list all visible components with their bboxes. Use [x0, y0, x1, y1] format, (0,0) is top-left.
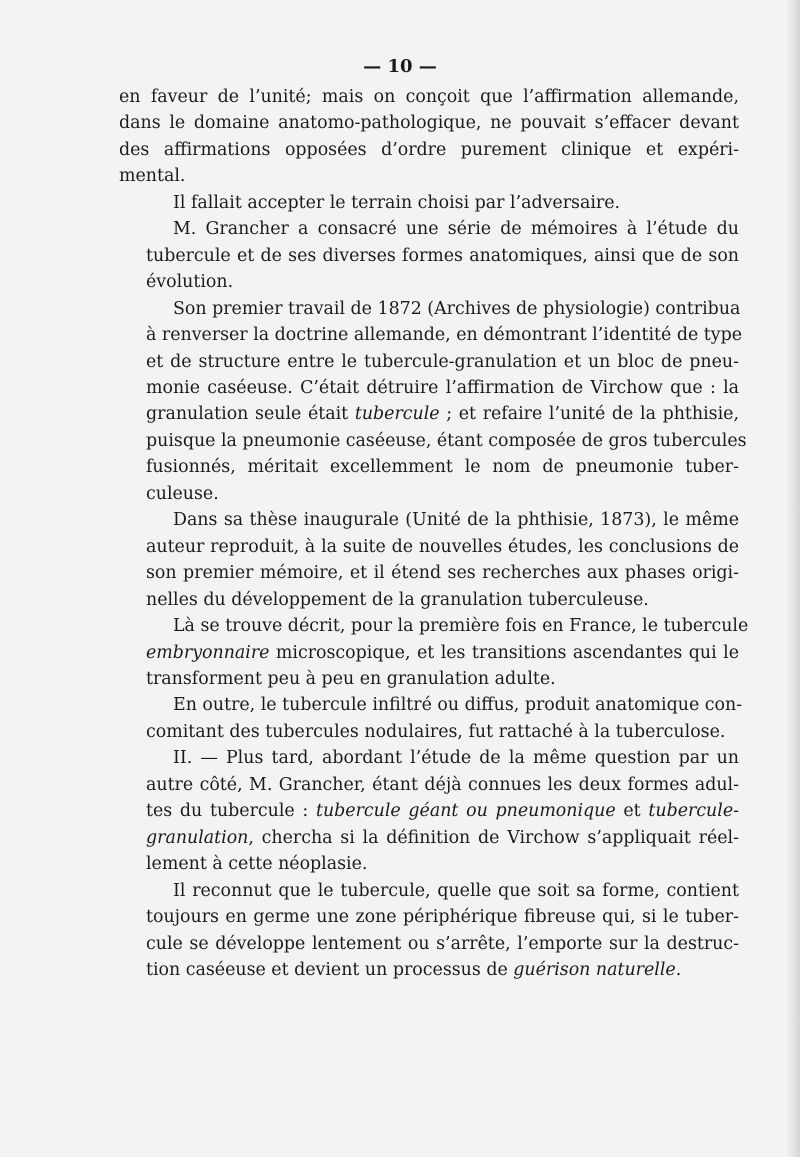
text-line	[119, 692, 743, 718]
paragraph-1	[119, 84, 739, 190]
paragraph-5	[119, 507, 739, 613]
text-span: et	[615, 801, 649, 822]
page-body-text	[119, 84, 749, 983]
text-span: Là se trouve décrit, pour la première fois en France, le tubercule	[173, 616, 749, 637]
text-line	[119, 296, 739, 322]
text-line: en faveur de l’unité; mais on conçoit que l’affirmation allemande,	[119, 87, 739, 107]
page-number: — 10 —	[363, 56, 437, 77]
text-line: tubercule et de ses diverses formes anatomiques, ainsi que de son	[146, 245, 739, 266]
text-line: et de structure entre le tubercule-granulation et un bloc de pneu-	[146, 351, 739, 372]
text-span: En outre, le tubercule infiltré ou diffus, produit anatomique con-	[173, 695, 743, 716]
text-line: évolution.	[146, 272, 234, 293]
text-span: tion caséeuse et devient un processus de	[146, 959, 514, 980]
text-line	[119, 640, 739, 666]
text-line: dans le domaine anatomo-pathologique, ne pouvait s’effacer devant	[119, 113, 739, 134]
text-span: Dans sa thèse inaugurale (Unité de la phthisie, 1873), le même	[173, 510, 739, 531]
text-span: M. Grancher a consacré une série de mémoires à l’étude du	[173, 219, 739, 240]
text-line: monie caséeuse. C’était détruire l’affirmation de Virchow que : la	[146, 377, 739, 398]
text-line	[119, 745, 739, 771]
italic-term: granulation	[146, 827, 249, 848]
text-line	[119, 507, 739, 533]
paragraph-2	[119, 190, 739, 216]
text-line	[119, 190, 739, 216]
text-span: microscopique, et les transitions ascendantes qui le	[269, 642, 739, 663]
italic-term: tubercule géant ou pneumonique	[315, 801, 616, 822]
italic-term: embryonnaire	[146, 642, 270, 663]
text-span: ; et refaire l’unité de la phthisie,	[439, 404, 739, 425]
text-span: .	[675, 959, 682, 980]
text-line	[119, 878, 739, 904]
text-span: granulation seule était	[146, 404, 355, 425]
paragraph-6	[119, 613, 749, 692]
text-line: lement à cette néoplasie.	[146, 854, 368, 875]
paragraph-3	[119, 216, 739, 295]
italic-term: tubercule	[354, 404, 440, 425]
text-line	[119, 825, 739, 851]
text-line: puisque la pneumonie caséeuse, étant composée de gros tubercules	[146, 430, 747, 451]
text-line	[119, 401, 739, 427]
italic-term: guérison naturelle	[513, 959, 676, 980]
text-line: mental.	[119, 166, 186, 187]
text-line: autre côté, M. Grancher, étant déjà connues les deux formes adul-	[146, 774, 739, 795]
text-span: Il fallait accepter le terrain choisi par l’adversaire.	[173, 192, 621, 213]
text-line	[119, 798, 739, 824]
italic-term: tubercule-	[648, 801, 739, 822]
text-line: toujours en germe une zone périphérique fibreuse qui, si le tuber-	[146, 907, 739, 928]
text-span: tes du tubercule :	[146, 801, 316, 822]
text-line: fusionnés, méritait excellemment le nom de pneumonie tuber-	[146, 457, 739, 478]
text-line: des affirmations opposées d’ordre purement clinique et expéri-	[119, 139, 739, 160]
paragraph-4	[119, 296, 747, 508]
text-line: culeuse.	[146, 483, 219, 504]
text-line	[119, 613, 749, 639]
text-line: cule se développe lentement ou s’arrête, l’emporte sur la destruc-	[146, 933, 739, 954]
text-span: II. — Plus tard, abordant l’étude de la même question par un	[173, 748, 739, 769]
text-line: transforment peu à peu en granulation adulte.	[146, 668, 556, 689]
text-line: son premier mémoire, et il étend ses recherches aux phases origi-	[146, 563, 739, 584]
text-line	[119, 216, 739, 242]
paragraph-7	[119, 692, 743, 745]
text-line	[119, 957, 739, 983]
text-span: Il reconnut que le tubercule, quelle que soit sa forme, contient	[173, 880, 739, 901]
text-line: comitant des tubercules nodulaires, fut rattaché à la tuberculose.	[146, 721, 726, 742]
paragraph-8	[119, 745, 739, 877]
text-line: nelles du développement de la granulation tuberculeuse.	[146, 589, 649, 610]
paragraph-9	[119, 878, 739, 984]
text-line: à renverser la doctrine allemande, en démontrant l’identité de type	[146, 325, 743, 346]
text-line: auteur reproduit, à la suite de nouvelles études, les conclusions de	[146, 536, 739, 557]
text-span: Son premier travail de 1872 (Archives de physiologie) contribua	[173, 298, 741, 319]
text-span: , chercha si la définition de Virchow s’appliquait réel-	[248, 827, 739, 848]
